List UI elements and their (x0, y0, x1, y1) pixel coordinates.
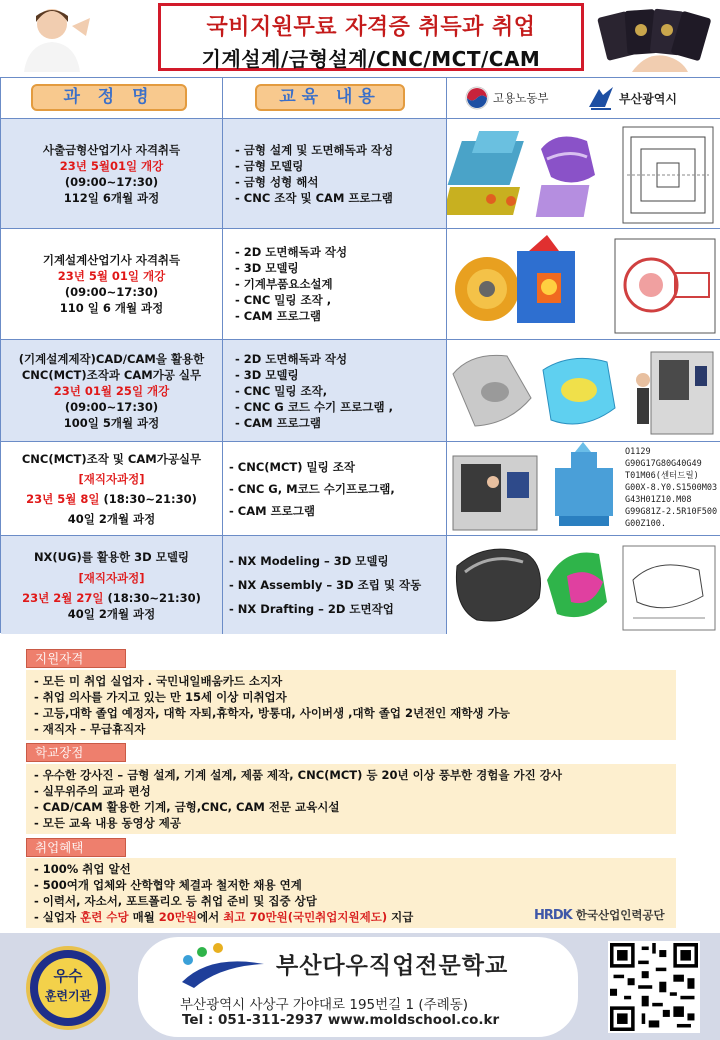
course-title: 사출금형산업기사 자격취득 (42, 142, 181, 157)
course-date: 23년 5월 01일 개강 (57, 269, 166, 283)
course-date: 23년 2월 27일 (22, 590, 104, 605)
badge-inner (38, 958, 98, 1018)
badge-line1: 우수 (53, 967, 83, 985)
list-item: - CAD/CAM 활용한 기계, 금형,CNC, CAM 전문 교육시설 (34, 800, 340, 814)
course-time: (09:00~17:30) (64, 399, 159, 414)
course-content (223, 340, 447, 441)
course-schedule (1, 491, 222, 507)
content-item: - CNC G, M코드 수기프로그램, (229, 481, 395, 496)
school-logo-icon (180, 942, 270, 990)
hrdk-mark: HRDK (534, 908, 572, 923)
course-table (0, 77, 720, 633)
content-item: - NX Modeling – 3D 모델링 (229, 554, 389, 568)
course-title: (기계설계제작)CAD/CAM을 활용한 (18, 351, 205, 366)
passports-image (596, 6, 712, 72)
hrdk-logo (534, 907, 714, 927)
course-date: 23년 5월 8일 (26, 491, 100, 506)
busan-logo (587, 84, 717, 112)
title-line2: 기계설계/금형설계/CNC/MCT/CAM (201, 47, 541, 71)
course-date: 23년 01월 25일 개강 (53, 383, 170, 398)
course-duration: 110 일 6 개월 과정 (59, 301, 164, 315)
content-item: - CNC(MCT) 밀링 조작 (229, 459, 355, 474)
gcode-line: G00X-8.Y0.S1500M03 (625, 483, 718, 493)
course-name-header: 과 정 명 (31, 84, 187, 111)
benefits-label: 취업혜택 (26, 838, 126, 857)
content-item: - NX Assembly – 3D 조립 및 작동 (229, 578, 422, 592)
course-duration: 100일 5개월 과정 (63, 415, 160, 430)
gcode-listing (625, 446, 717, 530)
course-content (223, 229, 447, 339)
course-row-4 (1, 441, 720, 535)
course-row-5 (1, 535, 720, 634)
course-time: (18:30~21:30) (99, 491, 197, 506)
course-content (223, 442, 447, 535)
busan-name: 부산광역시 (619, 91, 677, 106)
list-item: - 500여개 업체와 산학협약 체결과 철저한 채용 연계 (34, 878, 302, 892)
content-header: 교육 내용 (255, 84, 405, 111)
course-content (223, 119, 447, 228)
benefit-highlight: 훈련 수당 (80, 910, 133, 924)
list-item: - 모든 교육 내용 동영상 제공 (34, 816, 181, 830)
content-item: - CAM 프로그램 (235, 415, 321, 430)
header (0, 0, 720, 76)
badge-line2: 훈련기관 (44, 989, 92, 1003)
qr-code[interactable] (608, 941, 700, 1033)
content-item: - CNC 밀링 조작, (235, 383, 328, 398)
course-title: NX(UG)를 활용한 3D 모델링 (33, 549, 190, 564)
benefit-text: 에서 (197, 910, 224, 924)
course-name (1, 119, 223, 228)
list-item: - 100% 취업 알선 (34, 862, 131, 876)
nx-modeling-image (447, 536, 720, 634)
list-item: - 우수한 강사진 – 금형 설계, 기계 설계, 제품 제작, CNC(MCT) 등 20년 이상 풍부한 경험을 가진 강사 (34, 768, 562, 782)
course-name (1, 340, 223, 441)
gcode-line: G90G17G80G40G49 (625, 459, 702, 469)
list-item: - 실무위주의 교과 편성 (34, 784, 151, 798)
course-duration: 112일 6개월 과정 (63, 190, 160, 205)
course-row-1 (1, 118, 720, 228)
title-box (158, 3, 584, 71)
benefit-text: 지급 (387, 910, 414, 924)
list-item: - 재직자 – 무급휴직자 (34, 722, 146, 736)
course-time: (09:00~17:30) (64, 285, 159, 299)
course-content (223, 536, 447, 634)
course-name (1, 536, 223, 634)
strengths-box (26, 764, 676, 834)
content-item: - NX Drafting – 2D 도면작업 (229, 602, 394, 616)
course-name (1, 229, 223, 339)
excellence-badge (26, 946, 110, 1030)
school-name: 부산다우직업전문학교 (276, 953, 509, 979)
content-item: - CAM 프로그램 (229, 503, 315, 518)
content-item: - 금형 설계 및 도면해독과 작성 (235, 142, 394, 157)
school-address: 부산광역시 사상구 가야대로 195번길 1 (주례동) (180, 997, 469, 1013)
qualification-box (26, 670, 676, 740)
list-item: - 취업 의사를 가지고 있는 만 15세 이상 미취업자 (34, 690, 287, 704)
logos-area (447, 78, 720, 118)
content-item: - 금형 모델링 (235, 158, 304, 173)
content-item: - 3D 모델링 (235, 261, 299, 275)
content-item: - 3D 모델링 (235, 367, 299, 382)
gcode-line: G43H01Z10.M08 (625, 495, 692, 505)
course-time: (18:30~21:30) (103, 590, 201, 605)
benefit-text: 매월 (132, 910, 159, 924)
benefit-text: - 실업자 (34, 910, 81, 924)
cad-cam-image (447, 340, 720, 441)
hrdk-name: 한국산업인력공단 (575, 908, 665, 922)
content-item: - CNC 조작 및 CAM 프로그램 (235, 190, 393, 205)
list-item: - 모든 미 취업 실업자 . 국민내일배움카드 소지자 (34, 674, 283, 688)
person-photo (14, 4, 94, 72)
content-item: - 금형 성형 해석 (235, 174, 319, 189)
strengths-label: 학교장점 (26, 743, 126, 762)
list-item: - 고등,대학 졸업 예정자, 대학 자퇴,휴학자, 방통대, 사이버생 ,대학 졸업 2년전인 재학생 가능 (34, 706, 510, 720)
course-title: CNC(MCT)조작과 CAM가공 실무 (21, 367, 202, 382)
content-item: - CNC 밀링 조작 , (235, 293, 332, 307)
course-row-3 (1, 339, 720, 441)
course-schedule (1, 590, 222, 606)
course-name (1, 442, 223, 535)
course-time: (09:00~17:30) (64, 174, 159, 189)
ministry-logo (465, 86, 575, 110)
course-date: 23년 5월01일 개강 (59, 158, 164, 173)
list-item: - 이력서, 자소서, 포트폴리오 등 취업 준비 및 집중 상담 (34, 894, 317, 908)
gcode-line: G99G81Z-2.5R10F500 (625, 507, 718, 517)
content-item: - CAM 프로그램 (235, 309, 321, 323)
content-item: - 2D 도면해독과 작성 (235, 245, 348, 259)
course-title: 기계설계산업기사 자격취득 (42, 253, 181, 267)
content-item: - CNC G 코드 수기 프로그램 , (235, 399, 393, 414)
school-contact: Tel : 051-311-2937 www.moldschool.co.kr (182, 1012, 500, 1028)
content-item: - 기계부품요소설계 (235, 277, 333, 291)
benefit-highlight: 최고 70만원(국민취업지원제도) (223, 910, 388, 924)
gcode-line: G00Z100. (625, 519, 666, 529)
qualification-label: 지원자격 (26, 649, 126, 668)
cnc-image (447, 442, 720, 535)
course-row-2 (1, 228, 720, 339)
benefit-highlight: 20만원 (158, 910, 198, 924)
busan-emblem-icon (587, 85, 615, 111)
title-line1: 국비지원무료 자격증 취득과 취업 (206, 15, 536, 40)
course-tag: [재직자과정] (78, 471, 145, 486)
table-header-col1 (1, 78, 223, 118)
mold-design-image (447, 119, 720, 228)
gcode-line: O1129 (625, 447, 651, 457)
gcode-line: T01M06(센터드릴) (625, 471, 699, 481)
course-duration: 40일 2개월 과정 (67, 606, 156, 621)
ministry-name: 고용노동부 (493, 91, 549, 105)
table-header-col2 (223, 78, 447, 118)
content-item: - 2D 도면해독과 작성 (235, 351, 348, 366)
course-duration: 40일 2개월 과정 (67, 511, 156, 526)
course-tag: [재직자과정] (78, 570, 145, 585)
machine-design-image (447, 229, 720, 339)
course-title: CNC(MCT)조작 및 CAM가공실무 (21, 451, 202, 466)
ministry-emblem-icon (465, 86, 489, 110)
